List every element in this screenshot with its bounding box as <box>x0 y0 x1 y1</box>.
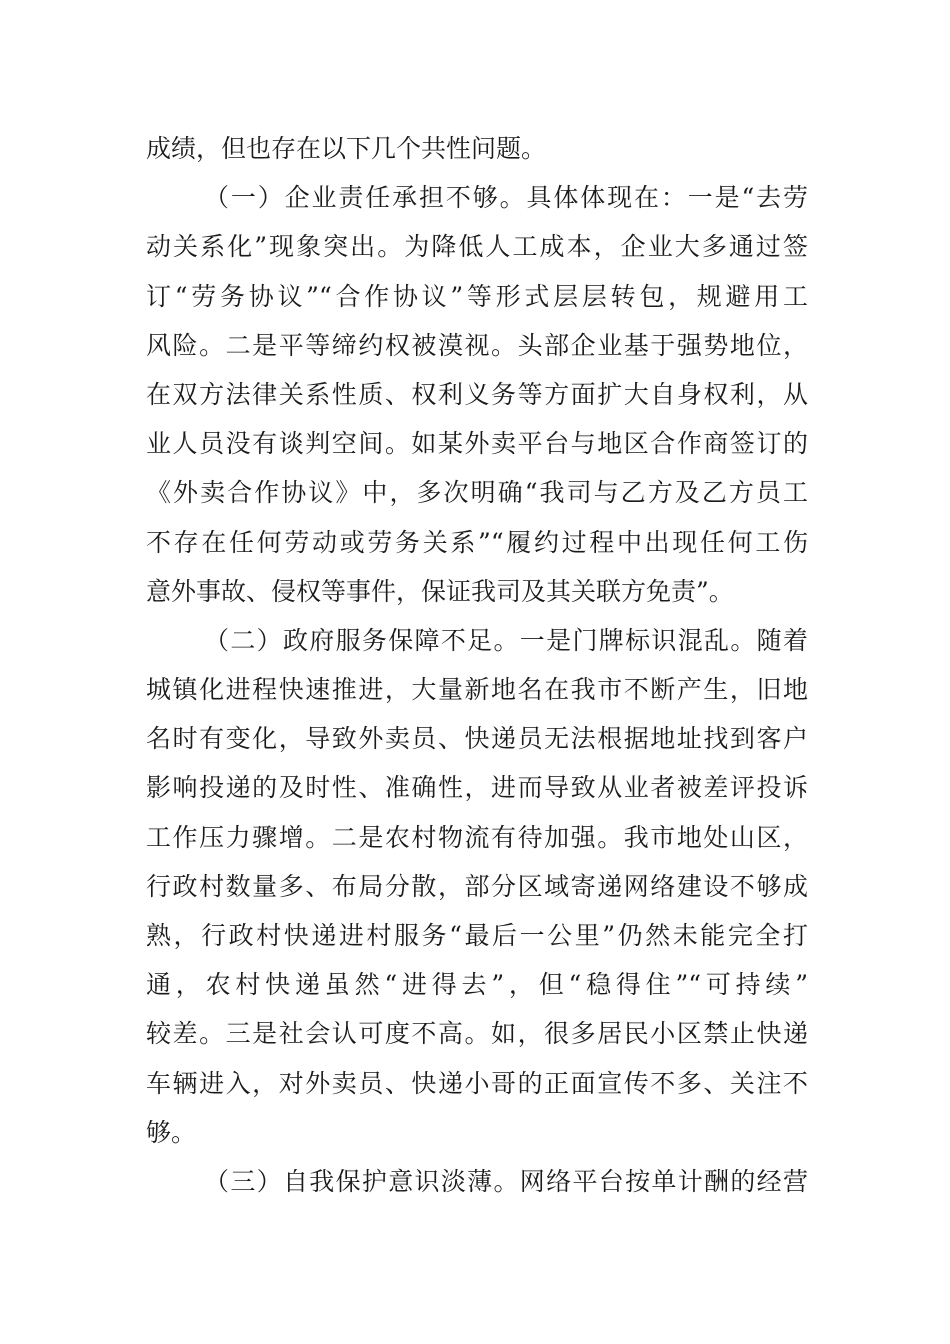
body-text <box>146 124 808 1206</box>
text-line: 业人员没有谈判空间。如某外卖平台与地区合作商签订的 <box>146 429 808 459</box>
text-line: 名时有变化，导致外卖员、快递员无法根据地址找到客户 <box>146 724 808 754</box>
text-line: 熟，行政村快递进村服务“最后一公里”仍然未能完全打 <box>146 921 808 950</box>
text-line: 够。 <box>146 1117 197 1147</box>
text-line: 不存在任何劳动或劳务关系”“履约过程中出现任何工伤 <box>146 527 808 557</box>
text-line: 车辆进入，对外卖员、快递小哥的正面宣传不多、关注不 <box>146 1068 808 1098</box>
text-line: 工作压力骤增。二是农村物流有待加强。我市地处山区， <box>146 822 808 852</box>
text-line: 《外卖合作协议》中，多次明确“我司与乙方及乙方员工 <box>146 478 808 508</box>
text-line: 意外事故、侵权等事件，保证我司及其关联方免责”。 <box>146 576 734 606</box>
text-line: 订“劳务协议”“合作协议”等形式层层转包，规避用工 <box>146 281 808 311</box>
section-heading-line: （三）自我保护意识淡薄。网络平台按单计酬的经营 <box>204 1166 808 1196</box>
section-heading-line: （二）政府服务保障不足。一是门牌标识混乱。随着 <box>204 625 808 655</box>
text-line: 影响投递的及时性、准确性，进而导致从业者被差评投诉 <box>146 773 808 803</box>
text-line: 城镇化进程快速推进，大量新地名在我市不断产生，旧地 <box>146 675 808 705</box>
text-line: 较差。三是社会认可度不高。如，很多居民小区禁止快递 <box>146 1019 808 1049</box>
text-line: 风险。二是平等缔约权被漠视。头部企业基于强势地位， <box>146 330 808 360</box>
text-line: 成绩，但也存在以下几个共性问题。 <box>146 134 547 163</box>
text-line: 通，农村快递虽然“进得去”，但“稳得住”“可持续” <box>146 970 808 1000</box>
section-heading-line: （一）企业责任承担不够。具体体现在：一是“去劳 <box>204 183 808 213</box>
text-line: 在双方法律关系性质、权利义务等方面扩大自身权利，从 <box>146 379 808 409</box>
text-line: 行政村数量多、布局分散，部分区域寄递网络建设不够成 <box>146 871 808 901</box>
text-line: 动关系化”现象突出。为降低人工成本，企业大多通过签 <box>146 232 808 262</box>
